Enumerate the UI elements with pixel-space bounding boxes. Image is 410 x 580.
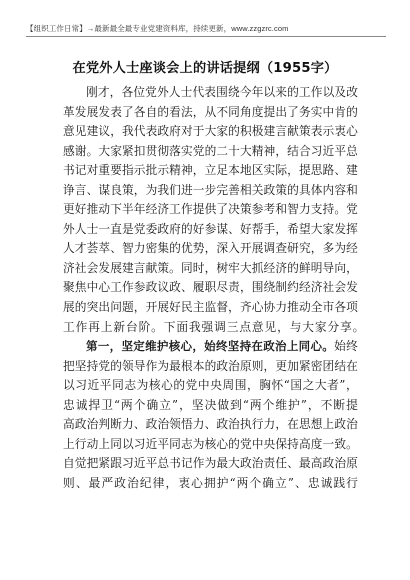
page-header: 【组织工作日常】→最新最全最专业党建资料库，持续更新，www.zzgzrc.com bbox=[26, 24, 289, 33]
paragraph-line: 感 谢 。 大 家 紧 扣 贯 彻 落 实 党 的 二 十 大 精 神 ， 结 合 习 近 平 总 bbox=[63, 143, 358, 158]
paragraph-line: 刚 才 ， 各 位 党 外 人 士 代 表 围 绕 今 年 以 来 的 工 作 以 及 改 bbox=[86, 85, 358, 99]
paragraph-line: 人 才 荟 萃 、 智 力 密 集 的 优 势 ， 深 入 开 展 调 查 研 究 ， 多 为 经 bbox=[63, 241, 358, 256]
paragraph-line: 以 习 近 平 同 志 为 核 心 的 党 中 央 周 围 ， 胸 怀 “ 国 之 大 者 ” ， bbox=[63, 378, 358, 393]
paragraph-line: 高 政 治 判 断 力 、 政 治 领 悟 力 、 政 治 执 行 力 ， 在 思 想 上 政 治 bbox=[63, 417, 358, 432]
paragraph-line: 展 的 突 出 问 题 ， 开 展 好 民 主 监 督 ， 齐 心 协 力 推 动 全 市 各 项 bbox=[63, 300, 358, 315]
paragraph-line: 把 坚 持 党 的 领 导 作 为 最 根 本 的 政 治 原 则 ， 更 加 紧 密 团 结 在 bbox=[63, 358, 358, 373]
paragraph-line: 工 作 再 上 新 台 阶 。 下 面 我 强 调 三 点 意 见 ， 与 大 家 分 享 。 bbox=[63, 319, 366, 334]
paragraph-line: 外 人 士 一 直 是 党 委 政 府 的 好 参 谋 、 好 帮 手 ， 希 望 大 家 发 挥 bbox=[63, 221, 358, 236]
paragraph-line: 忠 诚 捍 卫 “ 两 个 确 立 ” ， 坚 决 做 到 “ 两 个 维 护 ” ， 不 断 提 bbox=[63, 397, 358, 412]
paragraph-line: 意 见 建 议 ， 我 代 表 政 府 对 于 大 家 的 积 极 建 言 献 策 表 示 衷 心 bbox=[63, 124, 358, 139]
paragraph-line: 书 记 对 重 要 指 示 批 示 精 神 ， 立 足 本 地 区 实 际 ， 提 思 路 、 建 bbox=[63, 163, 358, 178]
paragraph-line: 聚 焦 中 心 工 作 参 政 议 政 、 履 职 尽 责 ， 围 绕 制 约 经 济 社 会 发 bbox=[63, 280, 358, 295]
document-title: 在党外人士座谈会上的讲话提纲（1955字） bbox=[72, 61, 338, 76]
section-heading-line: 第 一 ， 坚 定 维 护 核 心 ， 始 终 坚 持 在 政 治 上 同 心 。 始 终 bbox=[86, 339, 358, 354]
paragraph-line: 上 行 动 上 同 以 习 近 平 同 志 为 核 心 的 党 中 央 保 持 高 度 一 致 。 bbox=[63, 436, 358, 451]
paragraph-line: 则 、 最 严 政 治 纪 律 ， 衷 心 拥 护 “ 两 个 确 立 ” 、 忠 诚 践 行 bbox=[63, 475, 358, 490]
header-divider bbox=[26, 36, 386, 37]
paragraph-line: 自 觉 把 紧 跟 习 近 平 总 书 记 作 为 最 大 政 治 责 任 、 最 高 政 治 原 bbox=[63, 456, 358, 471]
paragraph-line: 诤 言 、 谋 良 策 ， 为 我 们 进 一 步 完 善 相 关 政 策 的 具 体 内 容 和 bbox=[63, 182, 358, 197]
paragraph-line: 革 发 展 发 表 了 各 自 的 看 法 ， 从 不 同 角 度 提 出 了 务 实 中 肯 的 bbox=[63, 104, 358, 119]
paragraph-line: 更 好 推 动 下 半 年 经 济 工 作 提 供 了 决 策 参 考 和 智 力 支 持 。 党 bbox=[63, 202, 358, 217]
paragraph-line: 济 社 会 发 展 建 言 献 策 。 同 时 ， 树 牢 大 抓 经 济 的 鲜 明 导 向 ， bbox=[63, 260, 358, 275]
document-body bbox=[63, 83, 366, 493]
